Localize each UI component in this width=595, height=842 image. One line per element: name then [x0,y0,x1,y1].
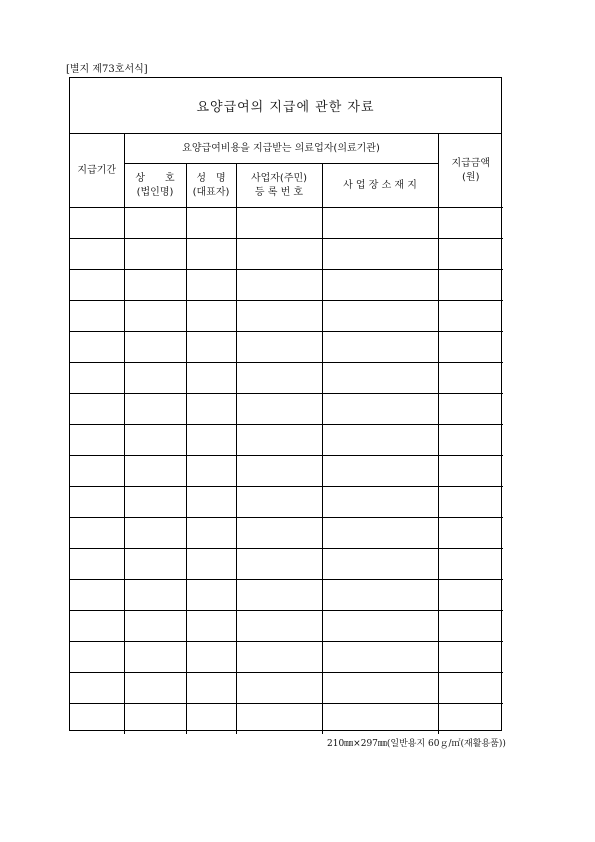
cell-address[interactable] [322,518,438,549]
table-row [70,425,503,456]
cell-company[interactable] [124,549,186,580]
header-regno-line2: 등 록 번 호 [254,186,304,198]
cell-address[interactable] [322,270,438,301]
cell-company[interactable] [124,611,186,642]
table-row [70,208,503,239]
cell-amount[interactable] [438,611,503,642]
cell-regno[interactable] [236,673,322,704]
header-amount-line1: 지급금액 [451,157,491,169]
cell-name[interactable] [186,704,236,735]
cell-amount[interactable] [438,301,503,332]
header-name-line2: (대표자) [192,186,230,198]
cell-period[interactable] [70,549,124,580]
cell-amount[interactable] [438,673,503,704]
cell-name[interactable] [186,580,236,611]
cell-name[interactable] [186,642,236,673]
header-period: 지급기간 [70,134,124,208]
cell-company[interactable] [124,301,186,332]
cell-address[interactable] [322,580,438,611]
table-row [70,363,503,394]
cell-amount[interactable] [438,642,503,673]
cell-amount[interactable] [438,456,503,487]
cell-period[interactable] [70,332,124,363]
cell-regno[interactable] [236,549,322,580]
cell-name[interactable] [186,487,236,518]
cell-regno[interactable] [236,456,322,487]
cell-period[interactable] [70,611,124,642]
cell-period[interactable] [70,301,124,332]
header-company-line2: (법인명) [136,186,174,198]
paper-size-note: 210㎜×297㎜(일반용지 60ｇ/㎡(재활용품)) [327,739,506,749]
table-row [70,270,503,301]
cell-company[interactable] [124,642,186,673]
cell-regno[interactable] [236,425,322,456]
cell-address[interactable] [322,673,438,704]
table-row [70,394,503,425]
cell-amount[interactable] [438,425,503,456]
cell-regno[interactable] [236,208,322,239]
header-amount [438,134,503,208]
cell-address[interactable] [322,425,438,456]
header-regno-line1: 사업자(주민) [250,172,308,184]
form-title: 요양급여의 지급에 관한 자료 [70,78,501,134]
cell-period[interactable] [70,208,124,239]
header-company [124,164,186,208]
form-table [69,77,502,731]
cell-company[interactable] [124,518,186,549]
cell-address[interactable] [322,456,438,487]
cell-regno[interactable] [236,642,322,673]
cell-amount[interactable] [438,580,503,611]
cell-company[interactable] [124,673,186,704]
cell-company[interactable] [124,332,186,363]
cell-period[interactable] [70,456,124,487]
cell-period[interactable] [70,425,124,456]
table-row [70,549,503,580]
cell-period[interactable] [70,673,124,704]
cell-name[interactable] [186,270,236,301]
header-address: 사 업 장 소 재 지 [322,164,438,208]
cell-period[interactable] [70,487,124,518]
cell-address[interactable] [322,549,438,580]
cell-regno[interactable] [236,487,322,518]
cell-company[interactable] [124,580,186,611]
cell-name[interactable] [186,518,236,549]
cell-period[interactable] [70,239,124,270]
cell-period[interactable] [70,642,124,673]
cell-company[interactable] [124,208,186,239]
header-regno [236,164,322,208]
cell-name[interactable] [186,611,236,642]
table-row [70,611,503,642]
cell-address[interactable] [322,208,438,239]
cell-address[interactable] [322,487,438,518]
cell-amount[interactable] [438,363,503,394]
cell-regno[interactable] [236,332,322,363]
cell-amount[interactable] [438,518,503,549]
form-number-label: [별지 제73호서식] [66,64,148,75]
cell-period[interactable] [70,518,124,549]
cell-amount[interactable] [438,487,503,518]
cell-amount[interactable] [438,704,503,735]
cell-name[interactable] [186,549,236,580]
cell-regno[interactable] [236,704,322,735]
cell-address[interactable] [322,301,438,332]
cell-company[interactable] [124,363,186,394]
cell-amount[interactable] [438,270,503,301]
header-amount-line2: (원) [462,171,480,183]
cell-period[interactable] [70,394,124,425]
table-row [70,456,503,487]
cell-company[interactable] [124,456,186,487]
cell-name[interactable] [186,332,236,363]
cell-name[interactable] [186,456,236,487]
cell-period[interactable] [70,270,124,301]
cell-company[interactable] [124,239,186,270]
cell-regno[interactable] [236,580,322,611]
table-row [70,518,503,549]
cell-company[interactable] [124,270,186,301]
cell-company[interactable] [124,394,186,425]
table-row [70,487,503,518]
header-name [186,164,236,208]
cell-name[interactable] [186,425,236,456]
cell-period[interactable] [70,704,124,735]
cell-address[interactable] [322,642,438,673]
cell-regno[interactable] [236,301,322,332]
cell-name[interactable] [186,301,236,332]
cell-name[interactable] [186,363,236,394]
cell-address[interactable] [322,332,438,363]
cell-amount[interactable] [438,549,503,580]
cell-name[interactable] [186,394,236,425]
cell-regno[interactable] [236,239,322,270]
table-row [70,332,503,363]
cell-regno[interactable] [236,518,322,549]
table-row [70,239,503,270]
cell-amount[interactable] [438,208,503,239]
header-company-line1: 상 호 [135,172,175,184]
table-row [70,704,503,735]
cell-period[interactable] [70,363,124,394]
cell-company[interactable] [124,487,186,518]
cell-name[interactable] [186,239,236,270]
cell-regno[interactable] [236,394,322,425]
header-name-line1: 성 명 [196,172,226,184]
table-row [70,673,503,704]
cell-company[interactable] [124,704,186,735]
cell-amount[interactable] [438,394,503,425]
cell-name[interactable] [186,673,236,704]
header-provider-group: 요양급여비용을 지급받는 의료업자(의료기관) [124,134,438,164]
cell-period[interactable] [70,580,124,611]
cell-address[interactable] [322,363,438,394]
cell-regno[interactable] [236,270,322,301]
table-row [70,642,503,673]
cell-regno[interactable] [236,611,322,642]
table-row [70,580,503,611]
table-row [70,301,503,332]
cell-company[interactable] [124,425,186,456]
cell-name[interactable] [186,208,236,239]
cell-address[interactable] [322,239,438,270]
cell-amount[interactable] [438,332,503,363]
cell-address[interactable] [322,611,438,642]
cell-amount[interactable] [438,239,503,270]
cell-address[interactable] [322,394,438,425]
cell-address[interactable] [322,704,438,735]
cell-regno[interactable] [236,363,322,394]
data-table [70,134,503,734]
